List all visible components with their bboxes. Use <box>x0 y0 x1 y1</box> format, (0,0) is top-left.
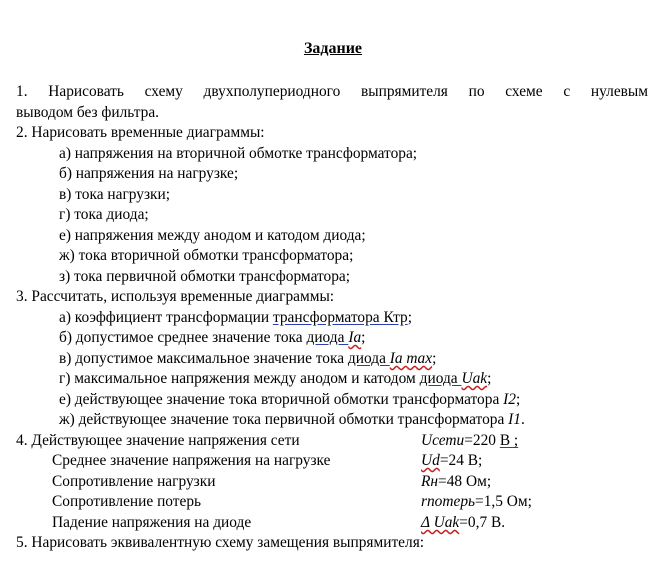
item3-sub-zh-end: . <box>520 411 525 428</box>
item2-sub-zh: ж) тока вторичной обмотки трансформатора; <box>59 247 354 264</box>
item3-sub-a-end: ; <box>407 309 413 326</box>
item3-sub-a-text: а) коэффициент трансформации <box>59 309 273 326</box>
item4-row-value <box>421 513 505 533</box>
item2-sub-a: а) напряжения на вторичной обмотке трансформатора; <box>59 145 418 162</box>
item3-sub-b-end: ; <box>361 329 366 346</box>
item3-sub-b-text: б) допустимое среднее значение тока <box>59 329 307 346</box>
item3-sub-v-symbol: Iа max <box>389 350 433 367</box>
item3-sub-e-text: е) действующее значение тока вторичной обмотки трансформатора <box>59 391 504 408</box>
item4-row-number: =48 Ом; <box>438 473 492 490</box>
item3-sub-g-text: г) максимальное напряжения между анодом и катодом <box>59 370 420 387</box>
item3-sub-zh-text: ж) действующее значение тока первичной обмотки трансформатора <box>59 411 509 428</box>
item3-sub-g-end: ; <box>487 370 492 387</box>
item2-sub-g: г) тока диода; <box>59 206 149 223</box>
item3-sub-zh <box>59 410 525 430</box>
item3-sub-e-end: ; <box>515 391 521 408</box>
item4-heading: 4. Действующее значение напряжения сети <box>16 432 300 449</box>
item4-row-value <box>421 451 482 471</box>
item4-row-number: =0,7 В. <box>459 514 506 531</box>
item3-sub-v-text: в) допустимое максимальное значение тока <box>59 350 348 367</box>
item3-sub-b <box>59 328 365 348</box>
item4-row-label: Сопротивление нагрузки <box>52 473 216 490</box>
item4-row-value <box>421 492 532 512</box>
item3-sub-v-link: диода <box>347 350 390 367</box>
item2-sub-e: е) напряжения между анодом и катодом диода; <box>59 227 366 244</box>
item3-sub-zh-symbol: I1 <box>508 411 521 428</box>
item4-row-value <box>421 472 491 492</box>
item4-row-label: Сопротивление потерь <box>52 493 202 510</box>
item4-row-symbol: Δ Uаk <box>421 514 460 531</box>
item3-sub-v-end: ; <box>432 350 437 367</box>
item3-sub-g-symbol: Uаk <box>461 370 488 387</box>
item3-sub-a <box>59 308 412 328</box>
item3-heading: 3. Рассчитать, используя временные диаграммы: <box>16 288 335 305</box>
item4-row-symbol: rпотерь <box>421 493 476 510</box>
item1-line2: выводом без фильтра. <box>16 104 160 121</box>
item1-line1: 1. Нарисовать схему двухполупериодного выпрямителя по схеме с нулевым <box>16 83 648 100</box>
item4-row-number: =24 В; <box>439 452 483 469</box>
item4-row-symbol: Ud <box>421 452 440 469</box>
item4-row-label: Среднее значение напряжения на нагрузке <box>52 452 331 469</box>
item4-row-symbol: Rн <box>421 473 439 490</box>
item2-sub-v: в) тока нагрузки; <box>59 186 171 203</box>
item4-row-number: =1,5 Ом; <box>475 493 532 510</box>
item3-sub-e <box>59 390 520 410</box>
item3-sub-g-link: диода <box>419 370 462 387</box>
item4-heading-symbol: Uсети <box>421 432 465 449</box>
item4-row-label: Падение напряжения на диоде <box>52 514 252 531</box>
item3-sub-e-symbol: I2 <box>503 391 516 408</box>
item3-sub-g <box>59 369 491 389</box>
item4-heading-unit: В ; <box>499 432 519 449</box>
item3-sub-b-symbol: Iа <box>348 329 362 346</box>
item4-heading-number: =220 <box>464 432 500 449</box>
item2-sub-b: б) напряжения на нагрузке; <box>59 165 239 182</box>
item4-heading-value <box>421 431 518 451</box>
item3-sub-v <box>59 349 436 369</box>
item3-sub-b-link: диода <box>306 329 349 346</box>
page-title: Задание <box>303 40 363 57</box>
item5-text: 5. Нарисовать эквивалентную схему замещения выпрямителя: <box>16 534 425 551</box>
item3-sub-a-link: трансформатора Ктр <box>272 309 408 326</box>
item2-sub-z: з) тока первичной обмотки трансформатора; <box>59 268 351 285</box>
item2-heading: 2. Нарисовать временные диаграммы: <box>16 124 265 141</box>
